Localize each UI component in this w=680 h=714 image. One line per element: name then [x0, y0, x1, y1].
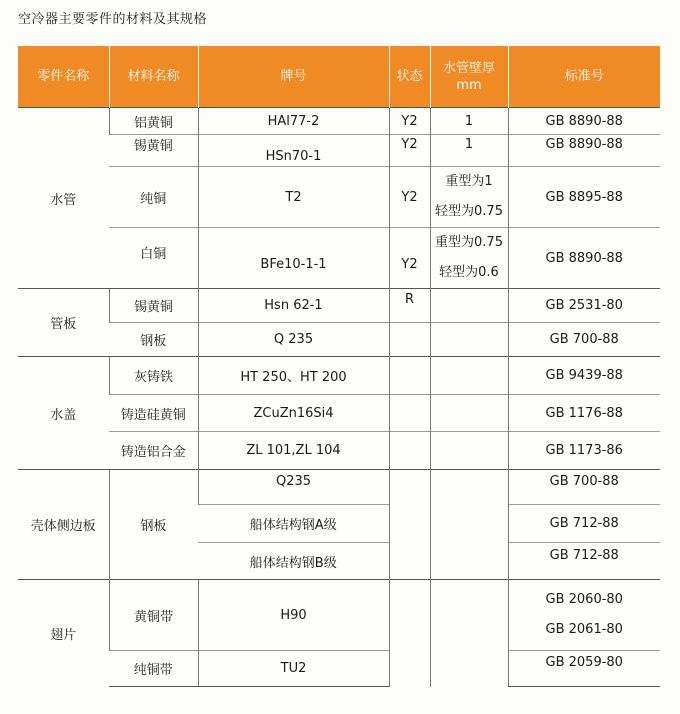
grade-cell [198, 135, 389, 167]
table-row [18, 432, 660, 470]
grade-text: Q235 [275, 473, 312, 489]
state-cell: Y2 [389, 108, 430, 135]
material-text: 锡黄铜 [133, 139, 173, 154]
grade-cell: TU2 [198, 651, 389, 687]
header-standard: 标准号 [508, 46, 660, 108]
wall-cell [430, 432, 508, 470]
grade-cell [198, 470, 389, 505]
wall-cell [430, 135, 508, 167]
page-title: 空冷器主要零件的材料及其规格 [18, 12, 208, 27]
wall-cell [430, 580, 508, 687]
table-row [18, 167, 660, 228]
header-wall-unit: mm [456, 77, 482, 93]
standard-cell: GB 1173-86 [508, 432, 660, 470]
grade-cell: 船体结构钢A级 [198, 505, 389, 543]
header-state: 状态 [389, 46, 430, 108]
state-text: R [404, 292, 415, 307]
grade-cell: HAl77-2 [198, 108, 389, 135]
standard-text: GB 8890-88 [545, 137, 623, 152]
header-wall-thickness [430, 46, 508, 108]
table-row [18, 357, 660, 395]
grade-text: HSn70-1 [265, 149, 322, 164]
wall-text: 1 [464, 137, 474, 152]
state-text: Y2 [401, 256, 418, 272]
wall-light: 轻型为0.6 [439, 265, 499, 280]
grade-cell [198, 228, 389, 289]
part-name-cell: 水盖 [18, 357, 109, 470]
standard-text: GB 712-88 [549, 547, 619, 563]
material-cell: 铝黄铜 [109, 108, 198, 135]
material-text: 白铜 [140, 246, 167, 262]
grade-cell: Hsn 62-1 [198, 289, 389, 323]
state-cell [389, 323, 430, 357]
grade-cell: ZL 101,ZL 104 [198, 432, 389, 470]
material-cell: 铸造铝合金 [109, 432, 198, 470]
state-cell [389, 395, 430, 432]
grade-cell: ZCuZn16Si4 [198, 395, 389, 432]
material-cell: 灰铸铁 [109, 357, 198, 395]
part-name-cell: 翅片 [18, 580, 109, 687]
standard-cell: GB 700-88 [508, 323, 660, 357]
header-grade: 牌号 [198, 46, 389, 108]
wall-cell: 1 [430, 108, 508, 135]
state-cell [389, 432, 430, 470]
table-row [18, 108, 660, 135]
material-cell: 纯铜 [109, 167, 198, 228]
material-cell [109, 135, 198, 167]
state-cell [389, 289, 430, 323]
wall-cell [430, 470, 508, 580]
material-cell: 钢板 [109, 323, 198, 357]
grade-cell: Q 235 [198, 323, 389, 357]
table-row [18, 395, 660, 432]
standard-cell [508, 580, 660, 651]
grade-cell: T2 [198, 167, 389, 228]
wall-cell [430, 323, 508, 357]
table-row [18, 580, 660, 651]
part-name-cell: 水管 [18, 108, 109, 289]
part-name-cell: 管板 [18, 289, 109, 357]
state-cell: Y2 [389, 167, 430, 228]
part-name-cell: 壳体侧边板 [18, 470, 109, 580]
wall-heavy: 重型为0.75 [435, 235, 503, 250]
wall-heavy: 重型为1 [445, 174, 493, 189]
state-cell [389, 580, 430, 687]
wall-cell [430, 289, 508, 323]
standard-cell: GB 8890-88 [508, 108, 660, 135]
header-row [18, 46, 660, 108]
standard-cell: GB 1176-88 [508, 395, 660, 432]
standard-cell [508, 651, 660, 687]
table-row [18, 289, 660, 323]
standard-cell [508, 135, 660, 167]
standard-cell: GB 712-88 [508, 505, 660, 543]
wall-cell [430, 167, 508, 228]
table-row [18, 323, 660, 357]
standard-cell: GB 2531-80 [508, 289, 660, 323]
standard-cell: GB 9439-88 [508, 357, 660, 395]
material-cell: 钢板 [109, 470, 198, 580]
materials-table [18, 46, 660, 687]
material-cell: 锡黄铜 [109, 289, 198, 323]
wall-cell [430, 357, 508, 395]
grade-cell: 船体结构钢B级 [198, 543, 389, 580]
table-row [18, 651, 660, 687]
grade-cell: H90 [198, 580, 389, 651]
standard-text: GB 700-88 [549, 473, 619, 489]
material-cell: 纯铜带 [109, 651, 198, 687]
standard-cell [508, 543, 660, 580]
standard-cell [508, 470, 660, 505]
wall-cell [430, 228, 508, 289]
table-row [18, 470, 660, 505]
wall-light: 轻型为0.75 [435, 204, 503, 219]
state-text: Y2 [401, 137, 418, 152]
material-cell: 铸造硅黄铜 [109, 395, 198, 432]
state-cell [389, 357, 430, 395]
header-material-name: 材料名称 [109, 46, 198, 108]
table-row [18, 228, 660, 289]
standard-cell: GB 8895-88 [508, 167, 660, 228]
standard-text-1: GB 2060-80 [545, 592, 623, 607]
standard-text: GB 2059-80 [545, 655, 623, 670]
grade-text: BFe10-1-1 [260, 256, 327, 272]
state-cell [389, 470, 430, 580]
wall-cell [430, 395, 508, 432]
grade-cell: HT 250、HT 200 [198, 357, 389, 395]
material-cell [109, 228, 198, 289]
header-wall-label: 水管壁厚 [442, 60, 495, 76]
header-part-name: 零件名称 [18, 46, 109, 108]
state-cell [389, 135, 430, 167]
state-cell [389, 228, 430, 289]
standard-cell: GB 8890-88 [508, 228, 660, 289]
table-row [18, 135, 660, 167]
standard-text-2: GB 2061-80 [545, 622, 623, 637]
material-cell: 黄铜带 [109, 580, 198, 651]
